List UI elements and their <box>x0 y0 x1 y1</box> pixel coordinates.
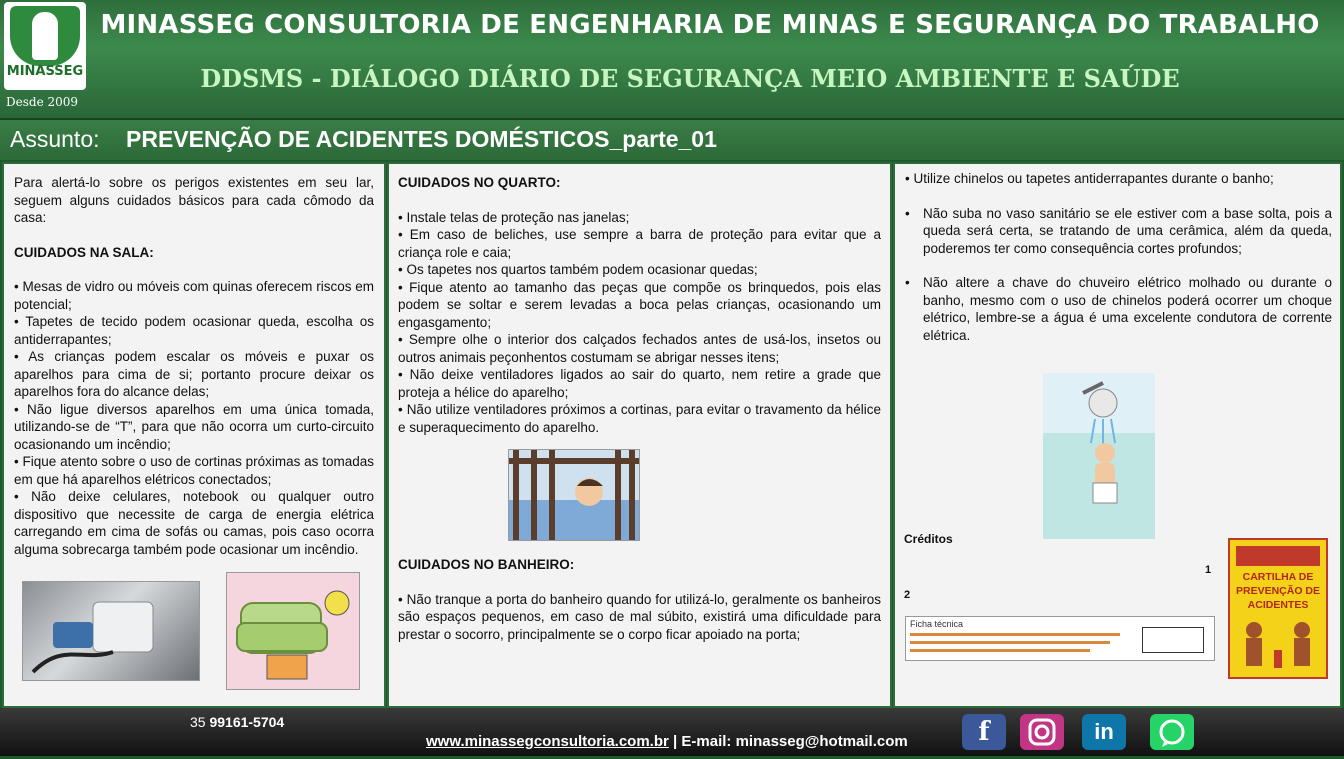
facebook-icon[interactable]: f <box>962 714 1006 750</box>
sofa-icon <box>227 573 359 689</box>
fsc-logo <box>1142 627 1204 653</box>
company-title: MINASSEG CONSULTORIA DE ENGENHARIA DE MINAS E SEGURANÇA DO TRABALHO <box>100 10 1320 40</box>
firefighter-icon <box>1230 616 1326 676</box>
living-room-illustration <box>226 572 360 690</box>
intro-text: Para alertá-lo sobre os perigos existentes em seu lar, seguem alguns cuidados básicos para cada cômodo da casa: <box>14 175 374 225</box>
list-item: • As crianças podem escalar os móveis e puxar os aparelhos para cima de si; portanto procure deixar os aparelhos fora do alcance delas; <box>14 349 374 399</box>
credits-label: Créditos <box>904 532 953 546</box>
ddsms-subtitle: DDSMS - DIÁLOGO DIÁRIO DE SEGURANÇA MEIO AMBIENTE E SAÚDE <box>200 64 1180 93</box>
list-item: • Fique atento ao tamanho das peças que compõe os brinquedos, pois elas podem se soltar e serem levadas a boca pelas crianças, ocasionando um engasgamento; <box>398 279 881 330</box>
shower-illustration <box>1043 373 1155 539</box>
list-item: • Não deixe ventiladores ligados ao sair do quarto, nem retire a grade que proteja a hélice do aparelho; <box>398 367 881 400</box>
instagram-icon[interactable] <box>1020 714 1064 750</box>
booklet-title: CARTILHA DE PREVENÇÃO DE ACIDENTES <box>1235 571 1320 611</box>
reference-2: 2 <box>904 589 911 601</box>
header <box>0 0 1344 118</box>
shower-icon <box>1043 373 1155 539</box>
sleeping-child-illustration <box>508 449 640 541</box>
since-label: Desde 2009 <box>6 95 79 109</box>
list-item: • Instale telas de proteção nas janelas; <box>398 209 630 225</box>
worker-icon <box>32 12 58 60</box>
footer <box>0 708 1344 756</box>
list-item: • Mesas de vidro ou móveis com quinas oferecem riscos em potencial; <box>14 279 374 312</box>
logo-name: MINASSEG <box>6 64 84 79</box>
list-item: • Utilize chinelos ou tapetes antiderrapantes durante o banho; <box>905 171 1274 186</box>
list-item: • Não altere a chave do chuveiro elétrico molhado ou durante o banho, mesmo com o uso de chinelos poderá ocorrer um choque elétrico, lembre-se a água é uma excelente condutora de corrente elétrica. <box>905 275 1332 343</box>
website-link[interactable]: www.minassegconsultoria.com.br <box>426 733 669 750</box>
list-item: • Não ligue diversos aparelhos em uma única tomada, utilizando-se de “T”, para que não ocorra um curto-circuito ocasionando um incêndio; <box>14 401 374 452</box>
subject-label: Assunto: <box>10 126 100 152</box>
list-item: • Tapetes de tecido podem ocasionar queda, escolha os antiderrapantes; <box>14 314 374 347</box>
email-text[interactable]: E-mail: minasseg@hotmail.com <box>681 733 908 750</box>
list-item: • Em caso de beliches, use sempre a barra de proteção para evitar que a criança role e caia; <box>398 227 881 260</box>
heading-bedroom: CUIDADOS NO QUARTO: <box>398 175 561 190</box>
list-item: • Não utilize ventiladores próximos a cortinas, para evitar o travamento da hélice e superaquecimento do aparelho. <box>398 402 881 435</box>
reference-1: 1 <box>1205 564 1212 576</box>
heading-bathroom: CUIDADOS NO BANHEIRO: <box>398 557 575 572</box>
subject-value: PREVENÇÃO DE ACIDENTES DOMÉSTICOS_parte_01 <box>126 126 717 152</box>
subject-bar <box>0 118 1344 160</box>
phone-number: 35 99161-5704 <box>190 714 285 730</box>
heading-living-room: CUIDADOS NA SALA: <box>14 244 154 260</box>
column-bedroom-bathroom <box>387 162 892 708</box>
linkedin-icon[interactable]: in <box>1082 714 1126 750</box>
list-item: • Os tapetes nos quartos também podem ocasionar quedas; <box>398 262 758 277</box>
minasseg-logo <box>4 2 86 90</box>
list-item: • Fique atento sobre o uso de cortinas próximas as tomadas em que há aparelhos elétricos conectados; <box>14 454 374 487</box>
contact-line: www.minassegconsultoria.com.br | E-mail: minasseg@hotmail.com <box>426 733 908 750</box>
list-item: • Não suba no vaso sanitário se ele estiver com a base solta, pois a queda será certa, se tratando de uma cerâmica, além da queda, poderemos ter como consequência cortes profundos; <box>905 205 1332 256</box>
plug-icon <box>23 582 199 680</box>
list-item: • Sempre olhe o interior dos calçados fechados antes de usá-los, insetos ou outros animais peçonhentos costumam se abrigar nesses itens; <box>398 332 881 365</box>
technical-sheet-image <box>905 616 1215 661</box>
list-item: • Não deixe celulares, notebook ou qualquer outro dispositivo que necessite de carga de energia elétrica carregando em cima de sofás ou camas, pois caso ocorra alguma sobrecarga também pode ocasionar um incêndio. <box>14 489 374 557</box>
crib-icon <box>509 450 639 540</box>
booklet-cover <box>1228 538 1328 679</box>
ficha-label: Ficha técnica <box>910 619 964 629</box>
whatsapp-icon[interactable] <box>1150 714 1194 750</box>
list-item: • Não tranque a porta do banheiro quando for utilizá-lo, geralmente os banheiros são espaços pequenos, em caso de mal súbito, existirá uma dificuldade para prestar o socorro, principalmente se o corpo ficar apoiado na porta; <box>398 591 881 642</box>
outlet-photo <box>22 581 200 681</box>
